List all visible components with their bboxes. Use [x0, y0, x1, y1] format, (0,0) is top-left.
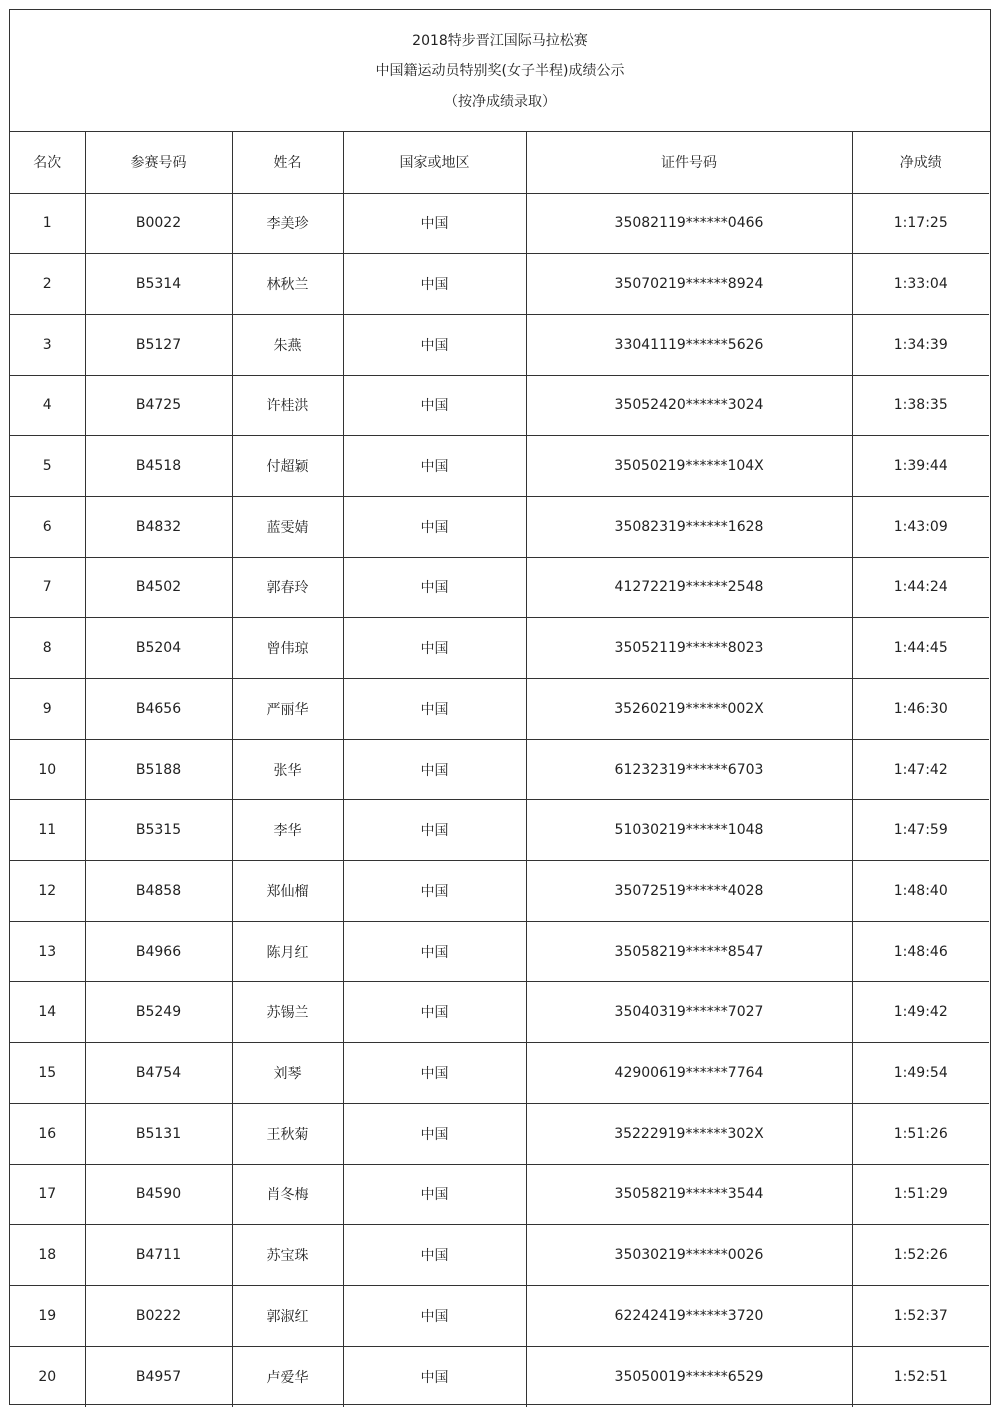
table-row — [10, 1346, 989, 1407]
cell-id-number: 35082319******1628 — [526, 496, 852, 557]
cell-net-time: 1:48:46 — [852, 921, 989, 982]
cell-country: 中国 — [343, 982, 526, 1043]
column-header-id-number: 证件号码 — [526, 132, 852, 193]
cell-country: 中国 — [343, 679, 526, 740]
cell-rank: 10 — [10, 739, 85, 800]
cell-net-time: 1:48:40 — [852, 861, 989, 922]
cell-rank: 11 — [10, 800, 85, 861]
cell-id-number: 33041119******5626 — [526, 314, 852, 375]
table-row — [10, 1285, 989, 1346]
cell-bib: B5131 — [85, 1103, 232, 1164]
cell-bib: B4725 — [85, 375, 232, 436]
cell-name: 朱燕 — [232, 314, 343, 375]
cell-bib: B0222 — [85, 1285, 232, 1346]
page-title: 2018特步晋江国际马拉松赛 — [412, 33, 588, 49]
column-header-bib: 参赛号码 — [85, 132, 232, 193]
table-row — [10, 254, 989, 315]
cell-name: 曾伟琼 — [232, 618, 343, 679]
cell-name: 陈月红 — [232, 921, 343, 982]
cell-name: 蓝雯婧 — [232, 496, 343, 557]
cell-bib: B4656 — [85, 679, 232, 740]
table-row — [10, 1103, 989, 1164]
cell-id-number: 62242419******3720 — [526, 1285, 852, 1346]
cell-id-number: 41272219******2548 — [526, 557, 852, 618]
cell-id-number: 35082119******0466 — [526, 193, 852, 254]
cell-name: 林秋兰 — [232, 254, 343, 315]
table-body — [10, 193, 989, 1407]
cell-name: 李华 — [232, 800, 343, 861]
cell-rank: 5 — [10, 436, 85, 497]
cell-id-number: 35050219******104X — [526, 436, 852, 497]
cell-bib: B5127 — [85, 314, 232, 375]
table-row — [10, 375, 989, 436]
table-row — [10, 618, 989, 679]
cell-net-time: 1:44:24 — [852, 557, 989, 618]
cell-name: 刘琴 — [232, 1043, 343, 1104]
cell-name: 许桂洪 — [232, 375, 343, 436]
cell-bib: B5249 — [85, 982, 232, 1043]
cell-bib: B4518 — [85, 436, 232, 497]
cell-country: 中国 — [343, 739, 526, 800]
cell-country: 中国 — [343, 496, 526, 557]
table-row — [10, 1043, 989, 1104]
cell-net-time: 1:51:29 — [852, 1164, 989, 1225]
cell-bib: B5204 — [85, 618, 232, 679]
cell-net-time: 1:51:26 — [852, 1103, 989, 1164]
cell-rank: 14 — [10, 982, 85, 1043]
cell-net-time: 1:43:09 — [852, 496, 989, 557]
table-header-row — [10, 132, 989, 193]
cell-name: 李美珍 — [232, 193, 343, 254]
cell-net-time: 1:52:51 — [893, 1368, 948, 1385]
cell-rank: 16 — [10, 1103, 85, 1164]
cell-name: 郭春玲 — [232, 557, 343, 618]
title-block — [10, 10, 990, 132]
cell-name: 郭淑红 — [232, 1285, 343, 1346]
results-sheet — [9, 9, 991, 1405]
cell-id-number: 42900619******7764 — [526, 1043, 852, 1104]
cell-net-time: 1:39:44 — [852, 436, 989, 497]
cell-country: 中国 — [343, 1346, 526, 1407]
cell-rank: 3 — [10, 314, 85, 375]
cell-country: 中国 — [343, 1043, 526, 1104]
cell-rank: 6 — [10, 496, 85, 557]
cell-name: 付超颖 — [232, 436, 343, 497]
cell-net-time: 1:52:26 — [852, 1225, 989, 1286]
column-header-country: 国家或地区 — [343, 132, 526, 193]
table-row — [10, 436, 989, 497]
table-row — [10, 679, 989, 740]
cell-name: 张华 — [232, 739, 343, 800]
cell-country: 中国 — [343, 375, 526, 436]
table-row — [10, 982, 989, 1043]
cell-name: 郑仙榴 — [232, 861, 343, 922]
cell-name: 严丽华 — [232, 679, 343, 740]
cell-bib: B5315 — [85, 800, 232, 861]
cell-net-time: 1:17:25 — [852, 193, 989, 254]
cell-country: 中国 — [343, 1103, 526, 1164]
cell-rank: 12 — [10, 861, 85, 922]
cell-country: 中国 — [343, 800, 526, 861]
column-header-name: 姓名 — [232, 132, 343, 193]
cell-id-number: 35058219******8547 — [526, 921, 852, 982]
cell-net-time: 1:52:37 — [852, 1285, 989, 1346]
table-row — [10, 921, 989, 982]
cell-rank: 8 — [10, 618, 85, 679]
cell-rank: 19 — [10, 1285, 85, 1346]
cell-rank: 9 — [10, 679, 85, 740]
cell-bib: B0022 — [85, 193, 232, 254]
cell-country: 中国 — [343, 436, 526, 497]
column-header-net-time: 净成绩 — [852, 132, 989, 193]
cell-rank: 15 — [10, 1043, 85, 1104]
table-row — [10, 1164, 989, 1225]
cell-net-time: 1:46:30 — [852, 679, 989, 740]
cell-country: 中国 — [343, 1285, 526, 1346]
cell-rank: 13 — [10, 921, 85, 982]
cell-bib: B5314 — [85, 254, 232, 315]
cell-net-time: 1:44:45 — [852, 618, 989, 679]
cell-net-time: 1:49:42 — [852, 982, 989, 1043]
cell-id-number: 35260219******002X — [526, 679, 852, 740]
cell-rank: 20 — [10, 1346, 85, 1407]
cell-net-time: 1:38:35 — [852, 375, 989, 436]
cell-id-number: 35058219******3544 — [526, 1164, 852, 1225]
cell-id-number: 35052119******8023 — [526, 618, 852, 679]
cell-bib: B4858 — [85, 861, 232, 922]
cell-net-time: 1:33:04 — [852, 254, 989, 315]
cell-id-number: 35030219******0026 — [526, 1225, 852, 1286]
cell-country: 中国 — [343, 861, 526, 922]
cell-rank: 17 — [10, 1164, 85, 1225]
cell-rank: 7 — [10, 557, 85, 618]
table-row — [10, 800, 989, 861]
cell-bib: B4957 — [85, 1346, 232, 1407]
table-row — [10, 193, 989, 254]
cell-id-number: 35070219******8924 — [526, 254, 852, 315]
page-subtitle: 中国籍运动员特别奖(女子半程)成绩公示 — [375, 63, 625, 79]
cell-country: 中国 — [343, 314, 526, 375]
cell-country: 中国 — [343, 618, 526, 679]
table-row — [10, 314, 989, 375]
cell-bib: B4502 — [85, 557, 232, 618]
cell-id-number: 51030219******1048 — [526, 800, 852, 861]
cell-rank: 4 — [10, 375, 85, 436]
ranking-note: （按净成绩录取） — [444, 94, 556, 110]
column-header-rank: 名次 — [10, 132, 85, 193]
cell-bib: B4711 — [85, 1225, 232, 1286]
cell-country: 中国 — [343, 921, 526, 982]
cell-country: 中国 — [343, 557, 526, 618]
table-row — [10, 1225, 989, 1286]
table-row — [10, 496, 989, 557]
cell-net-time: 1:34:39 — [852, 314, 989, 375]
cell-id-number: 35222919******302X — [526, 1103, 852, 1164]
cell-id-number: 35072519******4028 — [526, 861, 852, 922]
table-row — [10, 557, 989, 618]
table-row — [10, 739, 989, 800]
cell-net-time: 1:49:54 — [852, 1043, 989, 1104]
cell-id-number: 35040319******7027 — [526, 982, 852, 1043]
cell-id-number: 35050019******6529 — [526, 1346, 852, 1407]
cell-net-time: 1:47:42 — [852, 739, 989, 800]
cell-bib: B5188 — [85, 739, 232, 800]
table-row — [10, 861, 989, 922]
cell-bib: B4754 — [85, 1043, 232, 1104]
cell-rank: 2 — [10, 254, 85, 315]
cell-country: 中国 — [343, 193, 526, 254]
cell-bib: B4832 — [85, 496, 232, 557]
cell-name: 苏锡兰 — [232, 982, 343, 1043]
cell-name: 肖冬梅 — [232, 1164, 343, 1225]
cell-id-number: 35052420******3024 — [526, 375, 852, 436]
cell-country: 中国 — [343, 1225, 526, 1286]
cell-rank: 18 — [10, 1225, 85, 1286]
cell-country: 中国 — [343, 254, 526, 315]
cell-rank: 1 — [10, 193, 85, 254]
cell-bib: B4590 — [85, 1164, 232, 1225]
cell-bib: B4966 — [85, 921, 232, 982]
cell-name: 卢爱华 — [232, 1346, 343, 1407]
cell-name: 苏宝珠 — [232, 1225, 343, 1286]
cell-country: 中国 — [343, 1164, 526, 1225]
cell-net-time: 1:47:59 — [852, 800, 989, 861]
cell-name: 王秋菊 — [232, 1103, 343, 1164]
cell-id-number: 61232319******6703 — [526, 739, 852, 800]
results-table — [10, 132, 989, 1407]
